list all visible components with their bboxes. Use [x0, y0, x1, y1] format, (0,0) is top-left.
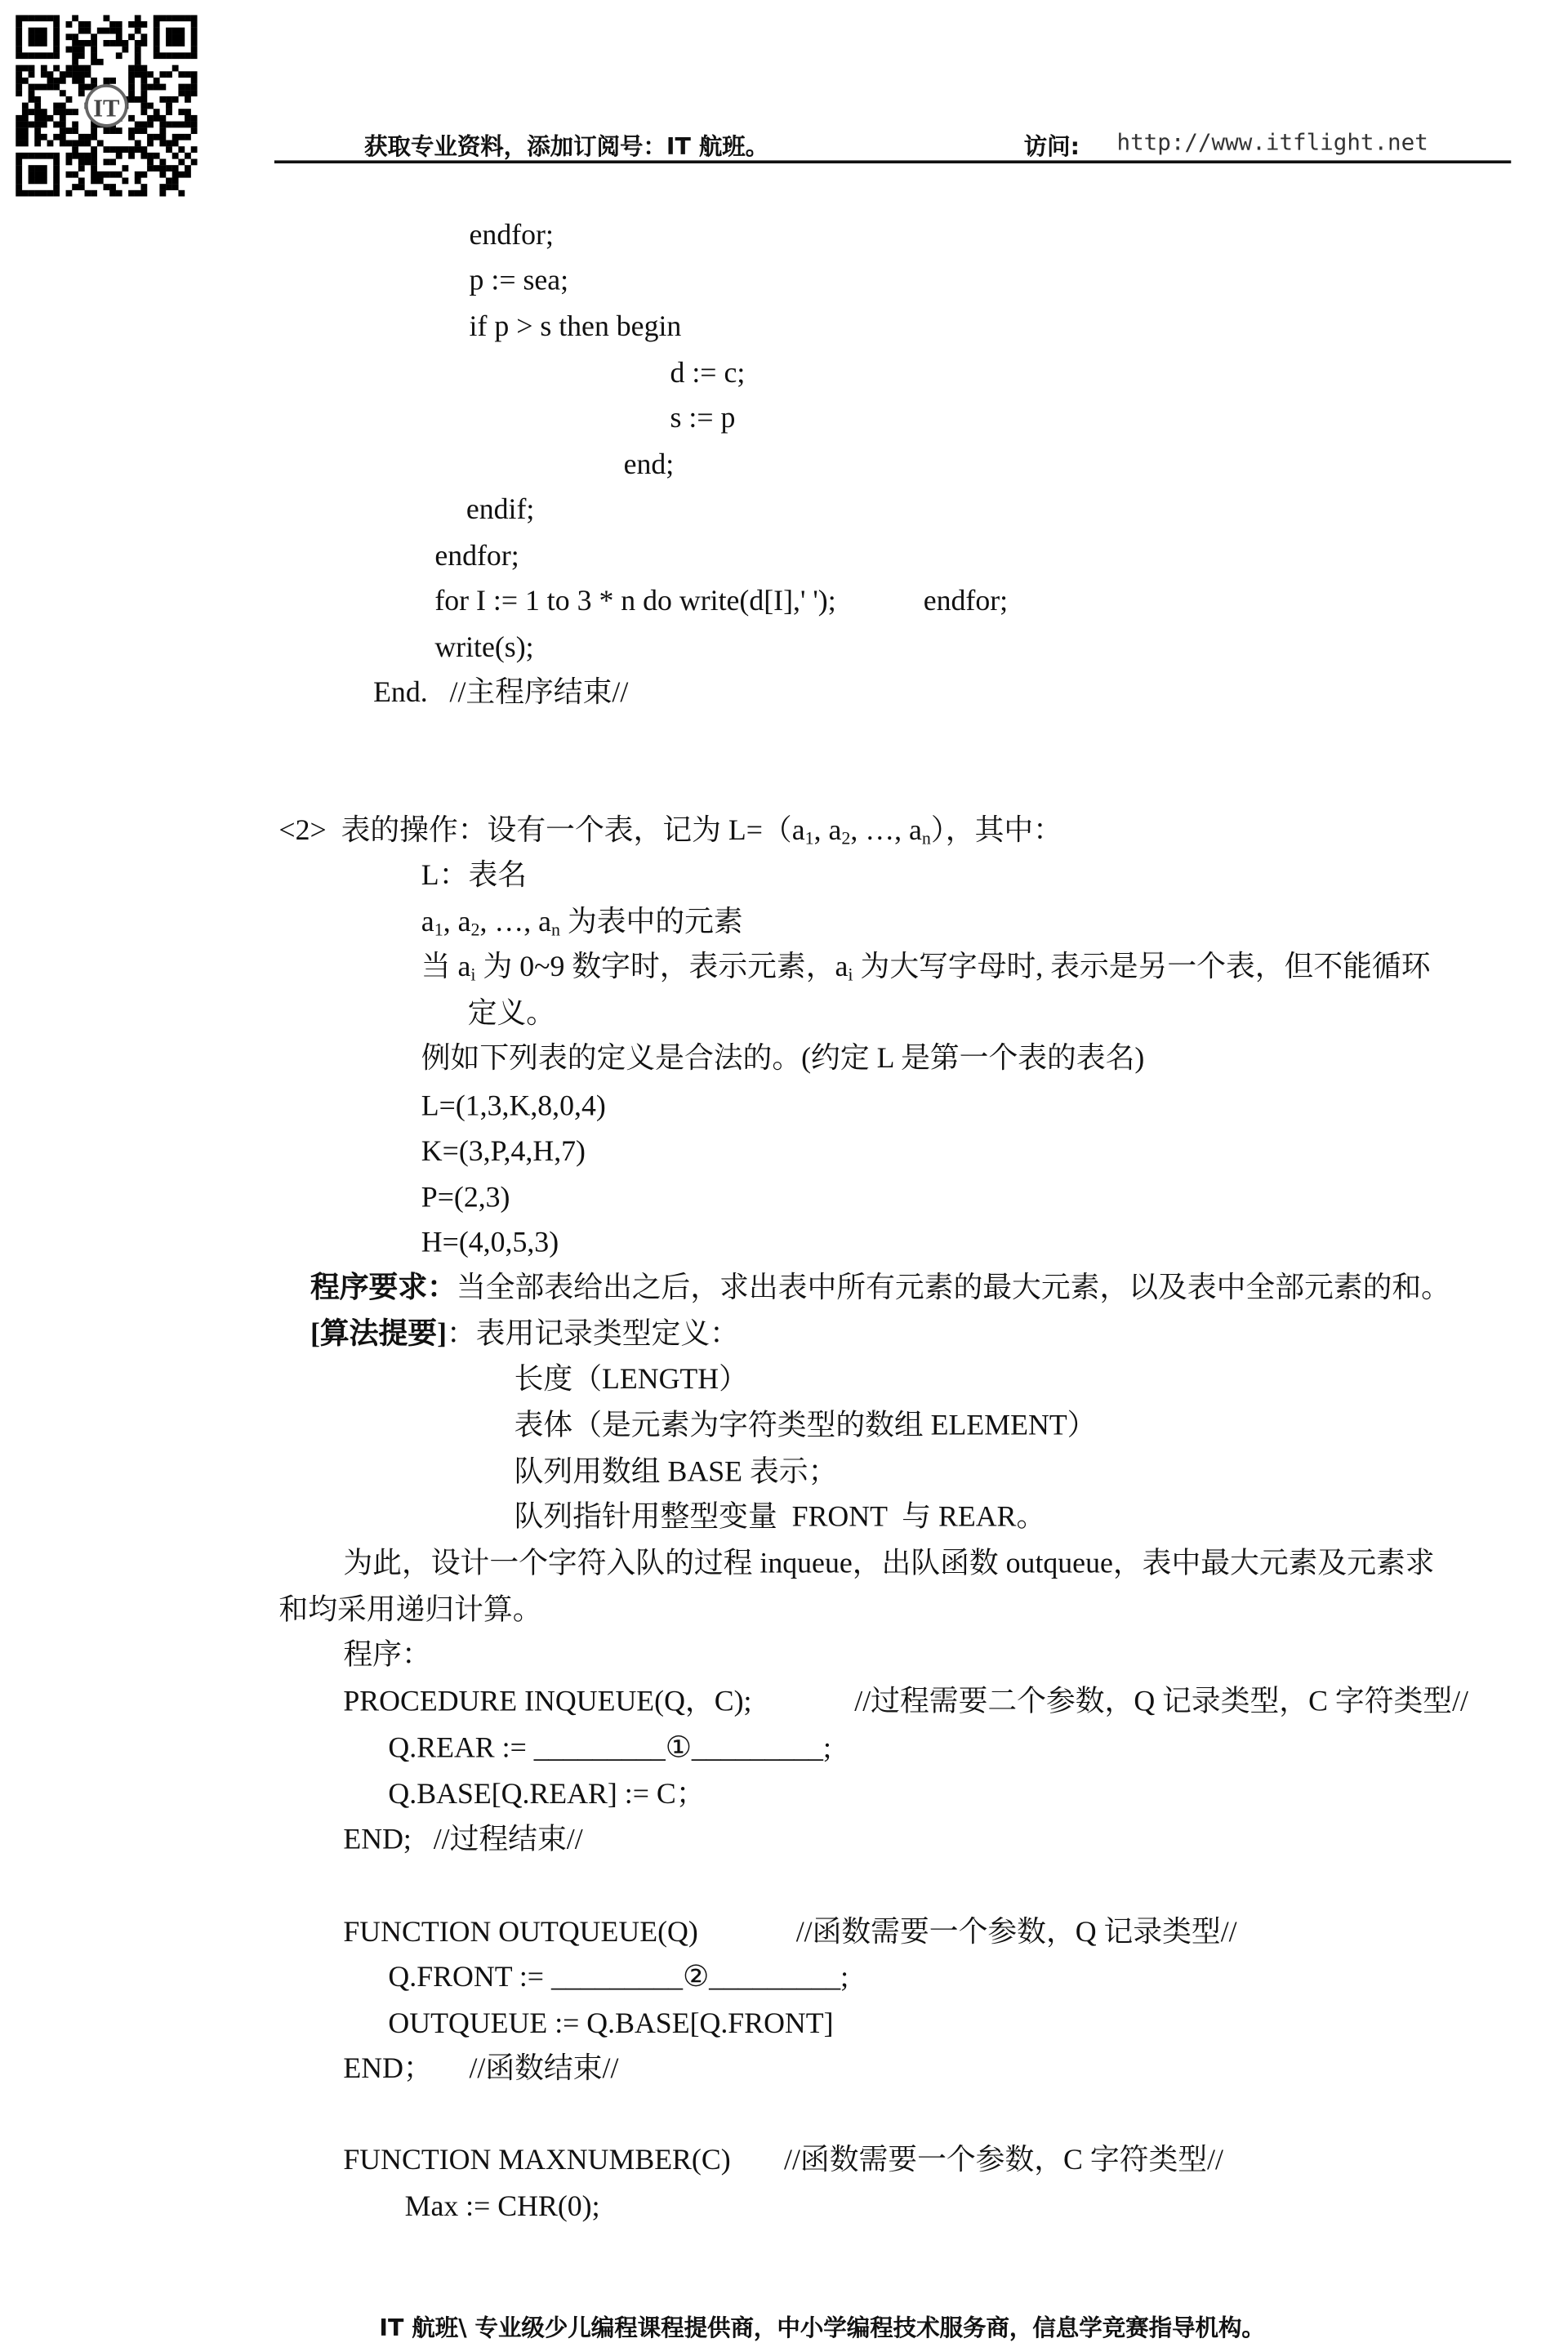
- code-line: d := c;: [670, 358, 746, 390]
- algorithm-item: 队列指针用整型变量 FRONT 与 REAR。: [514, 1502, 1046, 1534]
- text: a: [421, 906, 434, 939]
- footer-text: IT 航班\ 专业级少儿编程课程提供商，中小学编程技术服务商，信息学竞赛指导机构。: [379, 2314, 1265, 2342]
- code-line: Max := CHR(0);: [404, 2191, 600, 2224]
- algorithm-item: 长度（LENGTH）: [514, 1364, 748, 1396]
- text: 当 a: [421, 951, 471, 984]
- code-line: endfor;: [434, 541, 519, 573]
- header-divider: [274, 160, 1511, 163]
- algorithm-line: [310, 1319, 739, 1352]
- code-line: s := p: [670, 403, 736, 435]
- header-subscribe-text: 获取专业资料，添加订阅号：IT 航班。: [364, 133, 769, 161]
- text: , …, a: [479, 906, 551, 939]
- code-line: PROCEDURE INQUEUE(Q，C);: [343, 1686, 752, 1718]
- code-comment: //过程需要二个参数，Q 记录类型，C 字符类型//: [854, 1686, 1468, 1718]
- text-line: 定义。: [467, 998, 556, 1031]
- text-line: 例如下列表的定义是合法的。(约定 L 是第一个表的表名): [421, 1043, 1145, 1076]
- code-line: for I := 1 to 3 * n do write(d[I],' ');: [434, 586, 836, 618]
- text: , a: [443, 906, 471, 939]
- list-definition: L=(1,3,K,8,0,4): [421, 1091, 606, 1123]
- svg-text:IT: IT: [93, 94, 120, 122]
- code-blank-1: Q.REAR := _________①_________;: [388, 1732, 831, 1765]
- program-label: 程序：: [343, 1640, 431, 1672]
- code-line: Q.BASE[Q.REAR] := C；: [388, 1779, 706, 1811]
- requirement-label: 程序要求：: [310, 1272, 457, 1304]
- text: , a: [813, 815, 842, 848]
- text: <2> 表的操作：设有一个表，记为 L=（a: [278, 815, 805, 848]
- algorithm-item: 队列用数组 BASE 表示；: [514, 1457, 838, 1489]
- text-line: [421, 907, 743, 940]
- code-line: if p > s then begin: [469, 311, 682, 344]
- subscript: n: [921, 827, 931, 849]
- code-line: END； //函数结束//: [343, 2053, 619, 2086]
- code-line: p := sea;: [469, 265, 569, 297]
- text: 为表中的元素: [559, 906, 743, 939]
- code-line: End. //主程序结束//: [373, 677, 629, 710]
- text: ），其中：: [930, 815, 1063, 848]
- subscript: n: [550, 919, 560, 940]
- code-line: write(s);: [434, 632, 534, 665]
- header-visit-label: 访问:: [1023, 133, 1080, 161]
- list-definition: K=(3,P,4,H,7): [421, 1136, 586, 1168]
- code-comment: //函数需要一个参数，C 字符类型//: [784, 2145, 1223, 2177]
- code-line: endfor;: [469, 220, 554, 252]
- text: , …, a: [850, 815, 922, 848]
- section-heading: [278, 816, 1062, 849]
- code-line: FUNCTION OUTQUEUE(Q): [343, 1917, 698, 1949]
- text: 为 0~9 数字时，表示元素，a: [475, 951, 849, 984]
- algorithm-label: [算法提要]: [310, 1319, 448, 1351]
- code-blank-2: Q.FRONT := _________②_________;: [388, 1962, 849, 1994]
- list-definition: P=(2,3): [421, 1183, 510, 1214]
- text-line: L：表名: [421, 860, 528, 893]
- code-line: END; //过程结束//: [343, 1824, 583, 1856]
- subscript: i: [848, 964, 853, 985]
- code-line: endfor;: [923, 586, 1009, 618]
- paragraph-line: 和均采用递归计算。: [278, 1595, 542, 1627]
- text: 当全部表给出之后，求出表中所有元素的最大元素，以及表中全部元素的和。: [456, 1272, 1451, 1304]
- header-url-link[interactable]: http://www.itflight.net: [1116, 128, 1428, 156]
- text: 为大写字母时, 表示是另一个表，但不能循环: [853, 951, 1431, 984]
- qr-code-icon: [15, 15, 198, 196]
- code-line: end;: [623, 449, 675, 482]
- subscript: 2: [470, 919, 480, 940]
- algorithm-item: 表体（是元素为字符类型的数组 ELEMENT）: [514, 1410, 1097, 1442]
- code-line: endif;: [466, 494, 535, 527]
- text: ：表用记录类型定义：: [447, 1319, 739, 1351]
- code-line: OUTQUEUE := Q.BASE[Q.FRONT]: [388, 2008, 834, 2041]
- code-comment: //函数需要一个参数，Q 记录类型//: [795, 1917, 1237, 1949]
- requirement-line: [310, 1272, 1450, 1305]
- text-line: [421, 952, 1431, 985]
- subscript: i: [470, 964, 476, 985]
- list-definition: H=(4,0,5,3): [421, 1227, 559, 1259]
- subscript: 1: [804, 827, 814, 849]
- subscript: 2: [841, 827, 851, 849]
- paragraph-line: 为此，设计一个字符入队的过程 inqueue，出队函数 outqueue，表中最大元素及元素求: [343, 1548, 1435, 1580]
- code-line: FUNCTION MAXNUMBER(C): [343, 2145, 731, 2177]
- subscript: 1: [434, 919, 443, 940]
